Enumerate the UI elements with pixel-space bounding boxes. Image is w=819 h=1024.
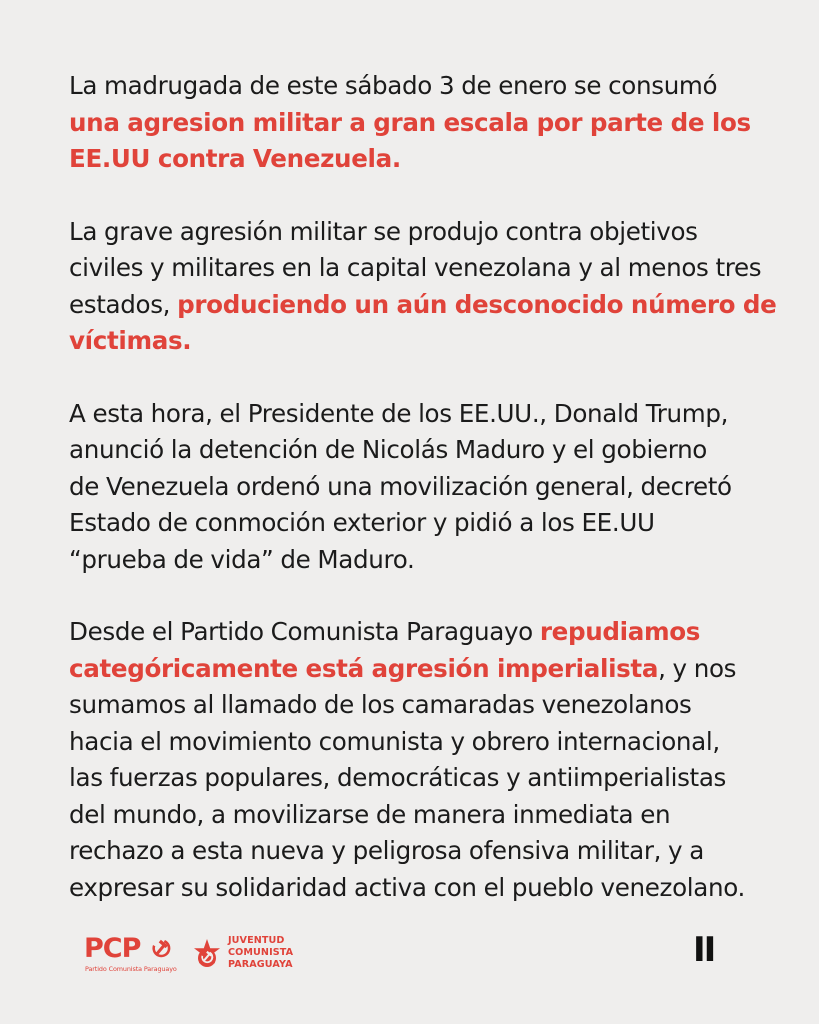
footer-logos [84, 932, 324, 982]
paragraph-4 [69, 614, 769, 906]
text-run: del mundo, a movilizarse de manera inmediata en [69, 799, 671, 829]
pcp-logo-subtitle: Partido Comunista Paraguayo [85, 965, 177, 973]
text-line [69, 797, 769, 834]
highlighted-text: produciendo un aún desconocido número de [177, 289, 777, 319]
text-run: hacia el movimiento comunista y obrero internacional, [69, 726, 720, 756]
text-line [69, 214, 769, 251]
text-line [69, 542, 769, 579]
text-line [69, 724, 769, 761]
text-run: La madrugada de este sábado 3 de enero se consumó [69, 71, 718, 100]
jcp-logo-line: JUVENTUD [228, 935, 285, 946]
text-run: rechazo a esta nueva y peligrosa ofensiva militar, y a [69, 836, 704, 865]
star-hammer-sickle-icon [190, 937, 224, 971]
text-line [69, 323, 769, 360]
pcp-logo [84, 934, 180, 976]
text-line [69, 287, 777, 324]
pcp-logo-word: PCP [84, 933, 141, 964]
highlighted-text: una agresion militar a gran escala por parte de los [69, 107, 751, 137]
text-line [69, 651, 769, 688]
text-line [69, 469, 769, 506]
text-run: Desde el Partido Comunista Paraguayo [69, 617, 540, 646]
text-line [69, 833, 769, 870]
statement-body [69, 68, 777, 942]
text-line [69, 432, 769, 469]
text-run: civiles y militares en la capital venezolana y al menos tres [69, 253, 762, 282]
jcp-logo-text [228, 935, 293, 971]
page-number: II [693, 930, 715, 970]
text-line [69, 141, 769, 178]
paragraph-3 [69, 396, 769, 579]
jcp-logo-line: COMUNISTA [228, 947, 294, 958]
text-run: A esta hora, el Presidente de los EE.UU., Donald Trump, [69, 398, 729, 428]
text-run: “prueba de vida” de Maduro. [69, 544, 415, 574]
text-line [69, 870, 769, 907]
hammer-sickle-icon [148, 936, 174, 962]
text-run: Estado de conmoción exterior y pidió a los EE.UU [69, 508, 655, 537]
text-line [69, 396, 769, 433]
text-run: estados, [69, 289, 178, 319]
text-run: de Venezuela ordenó una movilización general, decretó [69, 471, 732, 501]
text-run: sumamos al llamado de los camaradas venezolanos [69, 690, 692, 719]
highlighted-text: categóricamente está agresión imperialista [69, 653, 659, 683]
text-run: anunció la detención de Nicolás Maduro y el gobierno [69, 435, 708, 464]
paragraph-1 [69, 68, 769, 178]
jcp-logo-line: PARAGUAYA [228, 959, 293, 970]
text-run: las fuerzas populares, democráticas y antiimperialistas [69, 763, 727, 792]
text-line [69, 687, 769, 724]
text-line [69, 760, 769, 797]
highlighted-text: EE.UU contra Venezuela. [69, 144, 401, 173]
text-line [69, 505, 769, 542]
text-run: expresar su solidaridad activa con el pueblo venezolano. [69, 872, 745, 902]
highlighted-text: repudiamos [539, 617, 701, 646]
text-line [69, 250, 769, 287]
text-line [69, 105, 769, 142]
text-run: La grave agresión militar se produjo contra objetivos [69, 216, 698, 246]
text-line [69, 614, 769, 651]
text-line [69, 68, 769, 105]
highlighted-text: víctimas. [69, 326, 192, 355]
paragraph-2 [69, 214, 777, 360]
text-run: , y nos [658, 653, 737, 683]
